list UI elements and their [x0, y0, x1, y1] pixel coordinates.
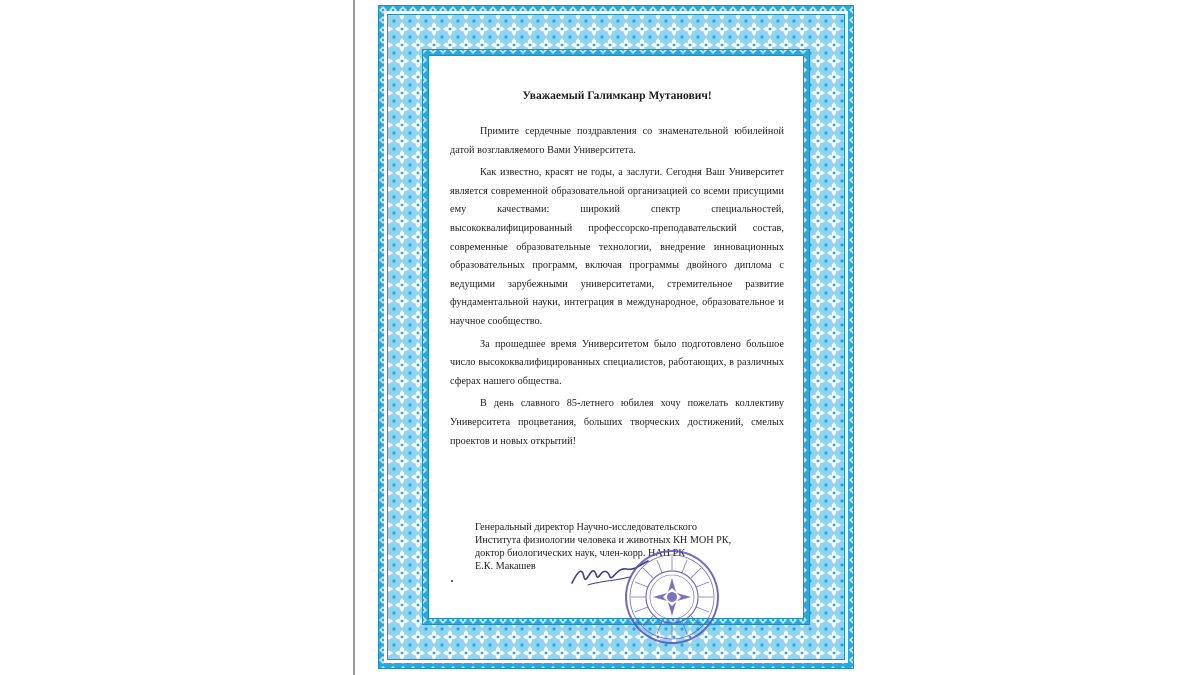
letter-body	[450, 77, 784, 597]
round-seal-icon	[623, 548, 721, 646]
signature-institute: Института физиологии человека и животных КН МОН РК,	[475, 535, 732, 546]
letter-frame	[378, 5, 854, 669]
signature-degree: доктор биологических наук, член-корр. НАН РК	[475, 548, 686, 559]
letter-text	[450, 123, 784, 455]
paragraph-merits: Как известно, красят не годы, а заслуги. Сегодня Ваш Университет является современной образовательной организацией со всеми присущими ему качествами: широкий спектр специальностей, высококвалифицированный профессорско-преподавательский состав, современные образовательные технологии, внедрение инновационных образовательных программ, включая программы двойного диплома с ведущими зарубежными университетами, стремительное развитие фундаментальной науки, интеграция в международное, образовательное и научное сообщество.	[450, 167, 784, 327]
paragraph-wishes: В день славного 85-летнего юбилея хочу пожелать коллективу Университета процветания, больших творческих достижений, смелых проектов и новых открытий!	[450, 398, 784, 447]
paragraph-specialists: За прошедшее время Университетом было подготовлено большое число высококвалифицированных специалистов, работающих, в различных сферах нашего общества.	[450, 338, 784, 387]
signature-position: Генеральный директор Научно-исследовательского	[475, 522, 697, 533]
ink-dot	[451, 580, 453, 582]
letter-greeting: Уважаемый Галимканр Мутанович!	[522, 90, 712, 102]
page-edge-line	[353, 0, 355, 675]
paragraph-congratulations: Примите сердечные поздравления со знаменательной юбилейной датой возглавляемого Вами Университета.	[450, 126, 784, 156]
signature-name: Е.К. Макашев	[475, 561, 536, 572]
